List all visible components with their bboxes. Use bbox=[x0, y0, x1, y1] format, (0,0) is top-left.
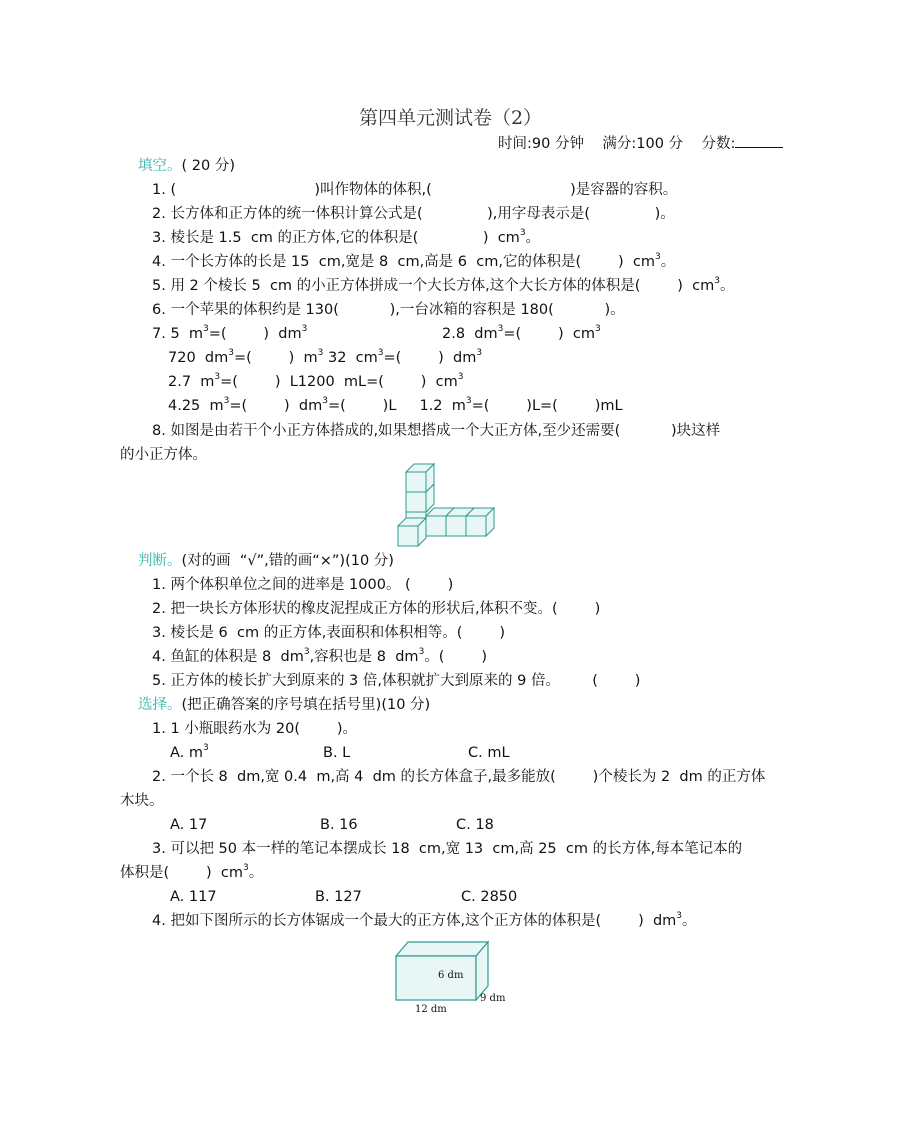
fill-q5 bbox=[152, 276, 735, 296]
section-fill-title: 填空。 bbox=[138, 158, 182, 174]
cuboid-top-face bbox=[396, 942, 488, 956]
judge-q5: 5. 正方体的棱长扩大到原来的 3 倍,体积就扩大到原来的 9 倍。 ( ) bbox=[152, 673, 641, 689]
choice-q2-option-c: C. 18 bbox=[456, 817, 494, 833]
choice-q4 bbox=[152, 911, 697, 931]
cube-sup: 3 bbox=[418, 647, 425, 658]
judge-q3: 3. 棱长是 6 cm 的正方体,表面积和体积相等。( ) bbox=[152, 625, 505, 641]
q7-text: =( ) m bbox=[233, 350, 318, 366]
choice-q3-option-c: C. 2850 bbox=[461, 889, 518, 905]
choice-q2-line1: 2. 一个长 8 dm,宽 0.4 m,高 4 dm 的长方体盒子,最多能放( )个棱长为 2 dm 的正方体 bbox=[152, 769, 766, 785]
fill-q5-end: 。 bbox=[720, 278, 735, 294]
q7-text: 2.7 m bbox=[168, 374, 215, 390]
q7-text: 32 cm bbox=[323, 350, 378, 366]
q7-text: =( ) L1200 mL=( ) cm bbox=[220, 374, 458, 390]
cube-sup: 3 bbox=[676, 911, 683, 922]
judge-q2: 2. 把一块长方体形状的橡皮泥捏成正方体的形状后,体积不变。( ) bbox=[152, 601, 601, 617]
choice-q1-option-c: C. mL bbox=[468, 745, 510, 761]
choice-q3-end: 。 bbox=[248, 865, 264, 881]
cube-stack-figure bbox=[396, 460, 508, 548]
cuboid-height-label: 6 dm bbox=[438, 970, 464, 981]
section-choice-title: 选择。 bbox=[138, 697, 182, 713]
choice-q3-option-b: B. 127 bbox=[315, 889, 362, 905]
cube-sup: 3 bbox=[223, 396, 230, 407]
cube-sup: 3 bbox=[465, 396, 472, 407]
fill-q7-row1-right bbox=[442, 324, 601, 344]
choice-q2-option-b: B. 16 bbox=[320, 817, 358, 833]
q7-text: 4.25 m bbox=[168, 398, 224, 414]
section-choice-heading bbox=[138, 695, 430, 715]
cube-sup: 3 bbox=[203, 324, 209, 335]
cuboid-front-face bbox=[396, 956, 476, 1000]
cube-sup: 3 bbox=[301, 324, 308, 335]
cube-sup: 3 bbox=[303, 647, 310, 658]
cube-sup: 3 bbox=[497, 324, 504, 335]
section-choice-note: (把正确答案的序号填在括号里)(10 分) bbox=[181, 697, 431, 713]
choice-q3-line2 bbox=[120, 863, 263, 883]
judge-q4-text: 4. 鱼缸的体积是 8 dm bbox=[152, 649, 304, 665]
fill-q1: 1. ( )叫作物体的体积,( )是容器的容积。 bbox=[152, 182, 678, 198]
q7-text: 2.8 dm bbox=[442, 326, 498, 342]
fill-q4-text: 4. 一个长方体的长是 15 cm,宽是 8 cm,高是 6 cm,它的体积是( ) cm bbox=[152, 254, 655, 270]
section-fill-heading bbox=[138, 156, 235, 176]
judge-q4 bbox=[152, 647, 487, 667]
fill-q7-row1-left bbox=[152, 324, 307, 344]
fill-q8-line2: 的小正方体。 bbox=[120, 447, 207, 463]
cube-sup: 3 bbox=[243, 863, 249, 874]
fill-q7-row3 bbox=[168, 372, 463, 392]
fill-q4 bbox=[152, 252, 675, 272]
time-label: 时间:90 分钟 bbox=[498, 136, 584, 152]
section-judge-heading bbox=[138, 551, 394, 571]
cube-front bbox=[398, 518, 426, 546]
q7-text: 7. 5 m bbox=[152, 326, 204, 342]
choice-q1: 1. 1 小瓶眼药水为 20( )。 bbox=[152, 721, 358, 737]
cube-sup: 3 bbox=[595, 324, 601, 335]
q7-text: =( ) cm bbox=[503, 326, 595, 342]
cube-sup: 3 bbox=[654, 252, 661, 263]
q7-text: =( ) dm bbox=[229, 398, 323, 414]
fill-q6: 6. 一个苹果的体积约是 130( ),一台冰箱的容积是 180( )。 bbox=[152, 302, 625, 318]
section-fill-note: ( 20 分) bbox=[181, 158, 235, 174]
cuboid-figure bbox=[390, 938, 520, 1018]
q7-text: =( ) dm bbox=[208, 326, 302, 342]
option-text: A. m bbox=[170, 745, 204, 761]
fill-q5-text: 5. 用 2 个棱长 5 cm 的小正方体拼成一个大长方体,这个大长方体的体积是( ) cm bbox=[152, 278, 715, 294]
q7-text: =( ) dm bbox=[383, 350, 477, 366]
cube-sup: 3 bbox=[377, 348, 384, 359]
cube-sup: 3 bbox=[322, 396, 328, 407]
section-judge-title: 判断。 bbox=[138, 553, 182, 569]
cube-sup: 3 bbox=[203, 743, 209, 754]
cuboid-width-label: 9 dm bbox=[480, 993, 506, 1004]
cube-sup: 3 bbox=[714, 276, 720, 287]
fill-q8-line1: 8. 如图是由若干个小正方体搭成的,如果想搭成一个大正方体,至少还需要( )块这样 bbox=[152, 423, 721, 439]
fill-q7-row2 bbox=[168, 348, 482, 368]
fill-q3-text: 3. 棱长是 1.5 cm 的正方体,它的体积是( ) cm bbox=[152, 230, 520, 246]
choice-q3-line1: 3. 可以把 50 本一样的笔记本摆成长 18 cm,宽 13 cm,高 25 cm 的长方体,每本笔记本的 bbox=[152, 841, 743, 857]
section-judge-note: (对的画 “√”,错的画“×”)(10 分) bbox=[181, 553, 394, 569]
fill-q3-end: 。 bbox=[525, 230, 541, 246]
fill-q3 bbox=[152, 228, 540, 248]
fill-q7-row4 bbox=[168, 396, 623, 416]
choice-q1-option-b: B. L bbox=[323, 745, 351, 761]
cube-sup: 3 bbox=[457, 372, 464, 383]
choice-q4-end: 。 bbox=[682, 913, 697, 929]
cube-row bbox=[426, 508, 494, 536]
q7-text: =( )L=( )mL bbox=[471, 398, 623, 414]
cube-sup: 3 bbox=[228, 348, 234, 359]
cube-sup: 3 bbox=[476, 348, 483, 359]
choice-q3-text: 体积是( ) cm bbox=[120, 865, 244, 881]
score-blank[interactable] bbox=[735, 134, 783, 148]
score-label: 分数: bbox=[701, 136, 736, 152]
choice-q2-line2: 木块。 bbox=[120, 793, 164, 809]
judge-q4-text: ,容积也是 8 dm bbox=[309, 649, 419, 665]
judge-q4-end: 。( ) bbox=[424, 649, 487, 665]
q7-text: =( )L 1.2 m bbox=[328, 398, 466, 414]
cuboid-length-label: 12 dm bbox=[415, 1004, 447, 1015]
choice-q2-option-a: A. 17 bbox=[170, 817, 208, 833]
full-score-label: 满分:100 分 bbox=[602, 136, 684, 152]
q7-text: 720 dm bbox=[168, 350, 229, 366]
fill-q2: 2. 长方体和正方体的统一体积计算公式是( ),用字母表示是( )。 bbox=[152, 206, 675, 222]
cube-sup: 3 bbox=[317, 348, 324, 359]
judge-q1: 1. 两个体积单位之间的进率是 1000。 ( ) bbox=[152, 577, 454, 593]
fill-q4-end: 。 bbox=[660, 254, 676, 270]
cube-sup: 3 bbox=[519, 228, 526, 239]
choice-q3-option-a: A. 117 bbox=[170, 889, 217, 905]
cube-sup: 3 bbox=[214, 372, 221, 383]
choice-q4-text: 4. 把如下图所示的长方体锯成一个最大的正方体,这个正方体的体积是( ) dm bbox=[152, 913, 677, 929]
page-title: 第四单元测试卷（2） bbox=[358, 107, 543, 129]
exam-header bbox=[498, 134, 783, 154]
choice-q1-option-a bbox=[170, 743, 209, 763]
